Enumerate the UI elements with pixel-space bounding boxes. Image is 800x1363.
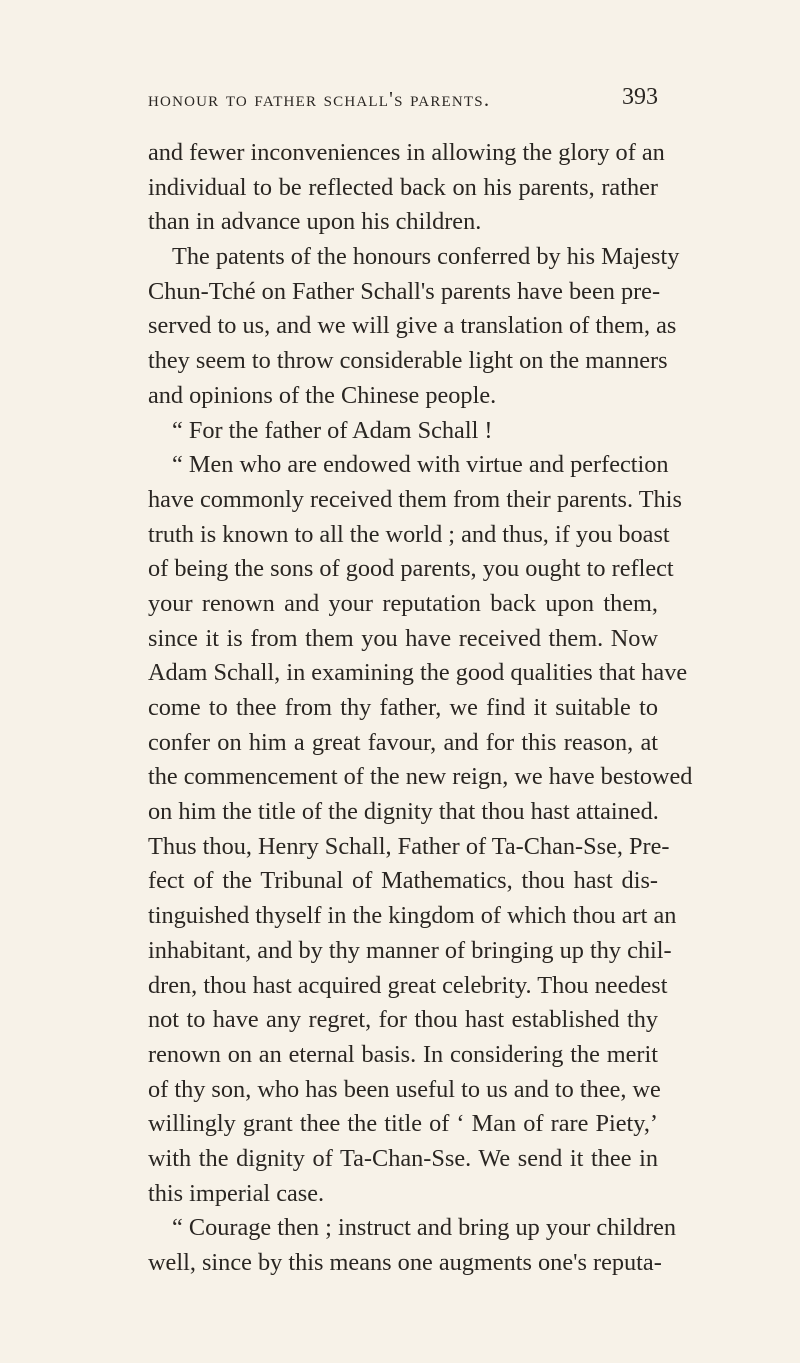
text-line: since it is from them you have received them. Now bbox=[148, 624, 658, 652]
text-line: “ Men who are endowed with virtue and perfection bbox=[172, 451, 669, 479]
text-line: of thy son, who has been useful to us and to thee, we bbox=[148, 1075, 661, 1103]
text-line: fect of the Tribunal of Mathematics, thou hast dis- bbox=[148, 867, 658, 895]
text-line: Thus thou, Henry Schall, Father of Ta-Chan-Sse, Pre- bbox=[148, 832, 670, 860]
running-title: honour to father schall's parents. bbox=[148, 87, 491, 111]
text-line: they seem to throw considerable light on the manners bbox=[148, 347, 668, 375]
text-line: willingly grant thee the title of ‘ Man of rare Piety,’ bbox=[148, 1110, 658, 1138]
text-line: renown on an eternal basis. In considering the merit bbox=[148, 1040, 658, 1068]
text-line: than in advance upon his children. bbox=[148, 208, 482, 236]
text-line: of being the sons of good parents, you ought to reflect bbox=[148, 555, 674, 583]
text-line: the commencement of the new reign, we have bestowed bbox=[148, 763, 693, 791]
text-line: Chun-Tché on Father Schall's parents have been pre- bbox=[148, 277, 661, 305]
text-line: individual to be reflected back on his parents, rather bbox=[148, 173, 658, 201]
text-line: confer on him a great favour, and for this reason, at bbox=[148, 728, 658, 756]
text-line: this imperial case. bbox=[148, 1179, 325, 1207]
text-line: inhabitant, and by thy manner of bringing up thy chil- bbox=[148, 936, 672, 964]
text-line: come to thee from thy father, we find it suitable to bbox=[148, 694, 658, 721]
text-line: your renown and your reputation back upon them, bbox=[148, 589, 658, 617]
text-line: dren, thou hast acquired great celebrity. Thou needest bbox=[148, 971, 668, 999]
running-header bbox=[148, 87, 658, 112]
text-line: on him the title of the dignity that thou hast attained. bbox=[148, 798, 659, 826]
text-line: “ Courage then ; instruct and bring up your children bbox=[172, 1214, 677, 1242]
text-line: with the dignity of Ta-Chan-Sse. We send it thee in bbox=[148, 1144, 658, 1172]
text-line: truth is known to all the world ; and thus, if you boast bbox=[148, 520, 670, 548]
text-line: not to have any regret, for thou hast established thy bbox=[148, 1006, 658, 1034]
text-line: served to us, and we will give a translation of them, as bbox=[148, 312, 677, 340]
text-line: have commonly received them from their parents. This bbox=[148, 485, 682, 513]
text-line: and opinions of the Chinese people. bbox=[148, 381, 497, 409]
body-text bbox=[148, 136, 693, 1281]
text-line: The patents of the honours conferred by his Majesty bbox=[172, 243, 680, 271]
text-line: well, since by this means one augments one's reputa- bbox=[148, 1249, 662, 1276]
text-line: and fewer inconveniences in allowing the glory of an bbox=[148, 139, 665, 166]
text-line: tinguished thyself in the kingdom of which thou art an bbox=[148, 902, 677, 930]
page-number: 393 bbox=[622, 84, 658, 110]
text-line: Adam Schall, in examining the good qualities that have bbox=[148, 659, 688, 687]
text-line: “ For the father of Adam Schall ! bbox=[172, 416, 493, 444]
